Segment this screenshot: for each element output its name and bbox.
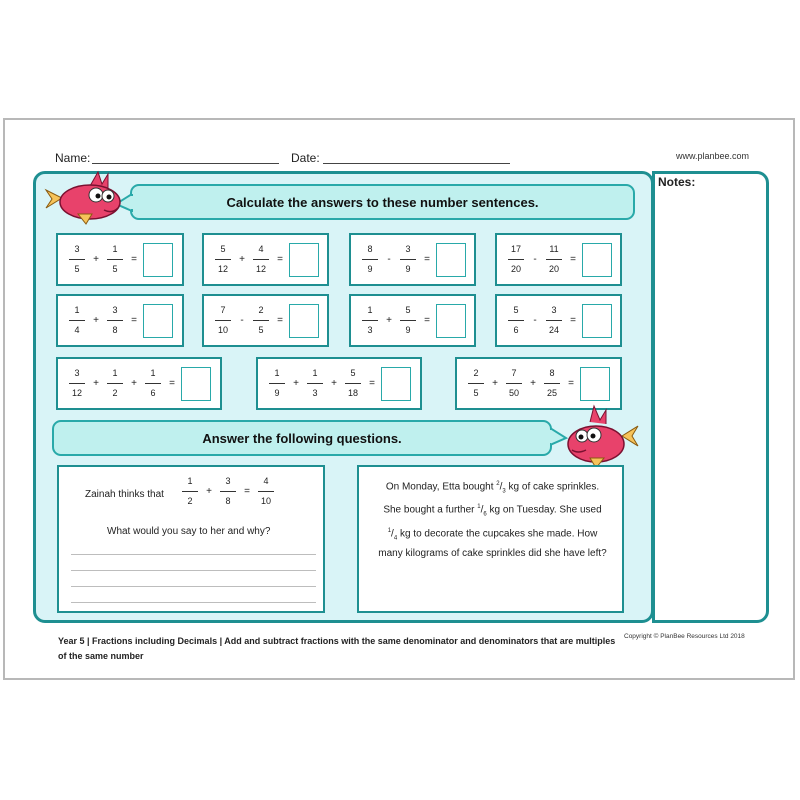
fraction: $\frac{8}{25}$ (539, 369, 565, 398)
question1-equation (177, 477, 279, 506)
equals-sign: = (277, 315, 283, 326)
equals-sign: = (570, 315, 576, 326)
answer-box[interactable] (181, 367, 211, 401)
fraction: $\frac{11}{20}$ (541, 245, 567, 274)
equals-sign: = (277, 254, 283, 265)
problem-box (256, 357, 422, 410)
fraction: $\frac{8}{9}$ (357, 245, 383, 274)
equals-sign: = (424, 315, 430, 326)
problem-box (56, 233, 184, 286)
fraction: $\frac{1}{2}$ (102, 369, 128, 398)
answer-box[interactable] (580, 367, 610, 401)
date-line (323, 163, 510, 164)
fish-mascot-icon (560, 404, 642, 472)
fraction: $\frac{4}{12}$ (248, 245, 274, 274)
operator: + (93, 315, 99, 326)
fraction: $\frac{5}{6}$ (503, 306, 529, 335)
fraction: $\frac{1}{6}$ (140, 369, 166, 398)
problem-box (349, 233, 476, 286)
fraction: $\frac{2}{5}$ (248, 306, 274, 335)
fraction: $\frac{4}{10}$ (253, 477, 279, 506)
problem-box (495, 294, 622, 347)
fraction: $\frac{7}{10}$ (210, 306, 236, 335)
equals-sign: = (568, 378, 574, 389)
fraction: $\frac{5}{9}$ (395, 306, 421, 335)
problem-box (202, 294, 329, 347)
answer-box[interactable] (143, 304, 173, 338)
operator: + (492, 378, 498, 389)
problem-box (202, 233, 329, 286)
site-url: www.planbee.com (676, 151, 750, 161)
fraction: $\frac{3}{9}$ (395, 245, 421, 274)
fraction: $\frac{1}{9}$ (264, 369, 290, 398)
section1-title: Calculate the answers to these number sentences. (226, 194, 539, 210)
name-label: Name: (55, 151, 91, 165)
fraction: $\frac{3}{24}$ (541, 306, 567, 335)
operator: + (530, 378, 536, 389)
answer-box[interactable] (381, 367, 411, 401)
footer-text: Year 5 | Fractions including Decimals | Add and subtract fractions with the same denominator and denominators that are multiples of the same number (58, 636, 616, 661)
fraction: $\frac{1}{4}$ (64, 306, 90, 335)
operator: + (386, 315, 392, 326)
answer-box[interactable] (289, 304, 319, 338)
fraction: $\frac{3}{5}$ (64, 245, 90, 274)
section2-banner (52, 420, 552, 456)
question1-intro: Zainah thinks that (85, 489, 164, 500)
operator: + (293, 378, 299, 389)
answer-box[interactable] (143, 243, 173, 277)
answer-line[interactable] (71, 570, 316, 571)
fraction: $\frac{3}{12}$ (64, 369, 90, 398)
question2-text: On Monday, Etta bought $^2/_3$ kg of cake sprinkles. She bought a further $^1/_6$ kg on Tuesday. She used $^1/_4$ kg to decorate the cupcakes she made. How many kilograms of cake sprinkles did she have left? (378, 481, 607, 559)
equals-sign: = (570, 254, 576, 265)
operator: + (206, 486, 212, 497)
operator: + (131, 378, 137, 389)
answer-box[interactable] (582, 243, 612, 277)
section2-title: Answer the following questions. (202, 430, 402, 446)
fraction: $\frac{1}{3}$ (357, 306, 383, 335)
fraction: $\frac{3}{8}$ (102, 306, 128, 335)
question1-prompt: What would you say to her and why? (107, 526, 271, 537)
fraction: $\frac{1}{5}$ (102, 245, 128, 274)
operator: + (239, 254, 245, 265)
operator: + (93, 254, 99, 265)
fraction: $\frac{7}{50}$ (501, 369, 527, 398)
notes-panel (652, 171, 769, 623)
question1-box (57, 465, 325, 613)
equals-sign: = (131, 254, 137, 265)
fish-mascot-icon (38, 168, 124, 230)
problem-box (455, 357, 622, 410)
operator: + (93, 378, 99, 389)
fraction: $\frac{2}{5}$ (463, 369, 489, 398)
answer-line[interactable] (71, 554, 316, 555)
problem-box (56, 294, 184, 347)
problem-box (56, 357, 222, 410)
operator: - (240, 315, 244, 326)
fraction: $\frac{5}{18}$ (340, 369, 366, 398)
problem-box (349, 294, 476, 347)
answer-line[interactable] (71, 602, 316, 603)
fraction: $\frac{5}{12}$ (210, 245, 236, 274)
copyright: Copyright © PlanBee Resources Ltd 2018 (624, 633, 745, 640)
answer-box[interactable] (582, 304, 612, 338)
operator: - (533, 254, 537, 265)
answer-box[interactable] (436, 243, 466, 277)
section1-banner (130, 184, 635, 220)
operator: = (244, 486, 250, 497)
operator: - (387, 254, 391, 265)
notes-label: Notes: (658, 175, 696, 189)
name-line (92, 163, 279, 164)
equals-sign: = (424, 254, 430, 265)
fraction: $\frac{1}{2}$ (177, 477, 203, 506)
equals-sign: = (169, 378, 175, 389)
date-label: Date: (291, 151, 320, 165)
equals-sign: = (131, 315, 137, 326)
operator: - (533, 315, 537, 326)
fraction: $\frac{17}{20}$ (503, 245, 529, 274)
answer-line[interactable] (71, 586, 316, 587)
problem-box (495, 233, 622, 286)
fraction: $\frac{1}{3}$ (302, 369, 328, 398)
answer-box[interactable] (436, 304, 466, 338)
fraction: $\frac{3}{8}$ (215, 477, 241, 506)
answer-box[interactable] (289, 243, 319, 277)
operator: + (331, 378, 337, 389)
question2-box (357, 465, 624, 613)
equals-sign: = (369, 378, 375, 389)
